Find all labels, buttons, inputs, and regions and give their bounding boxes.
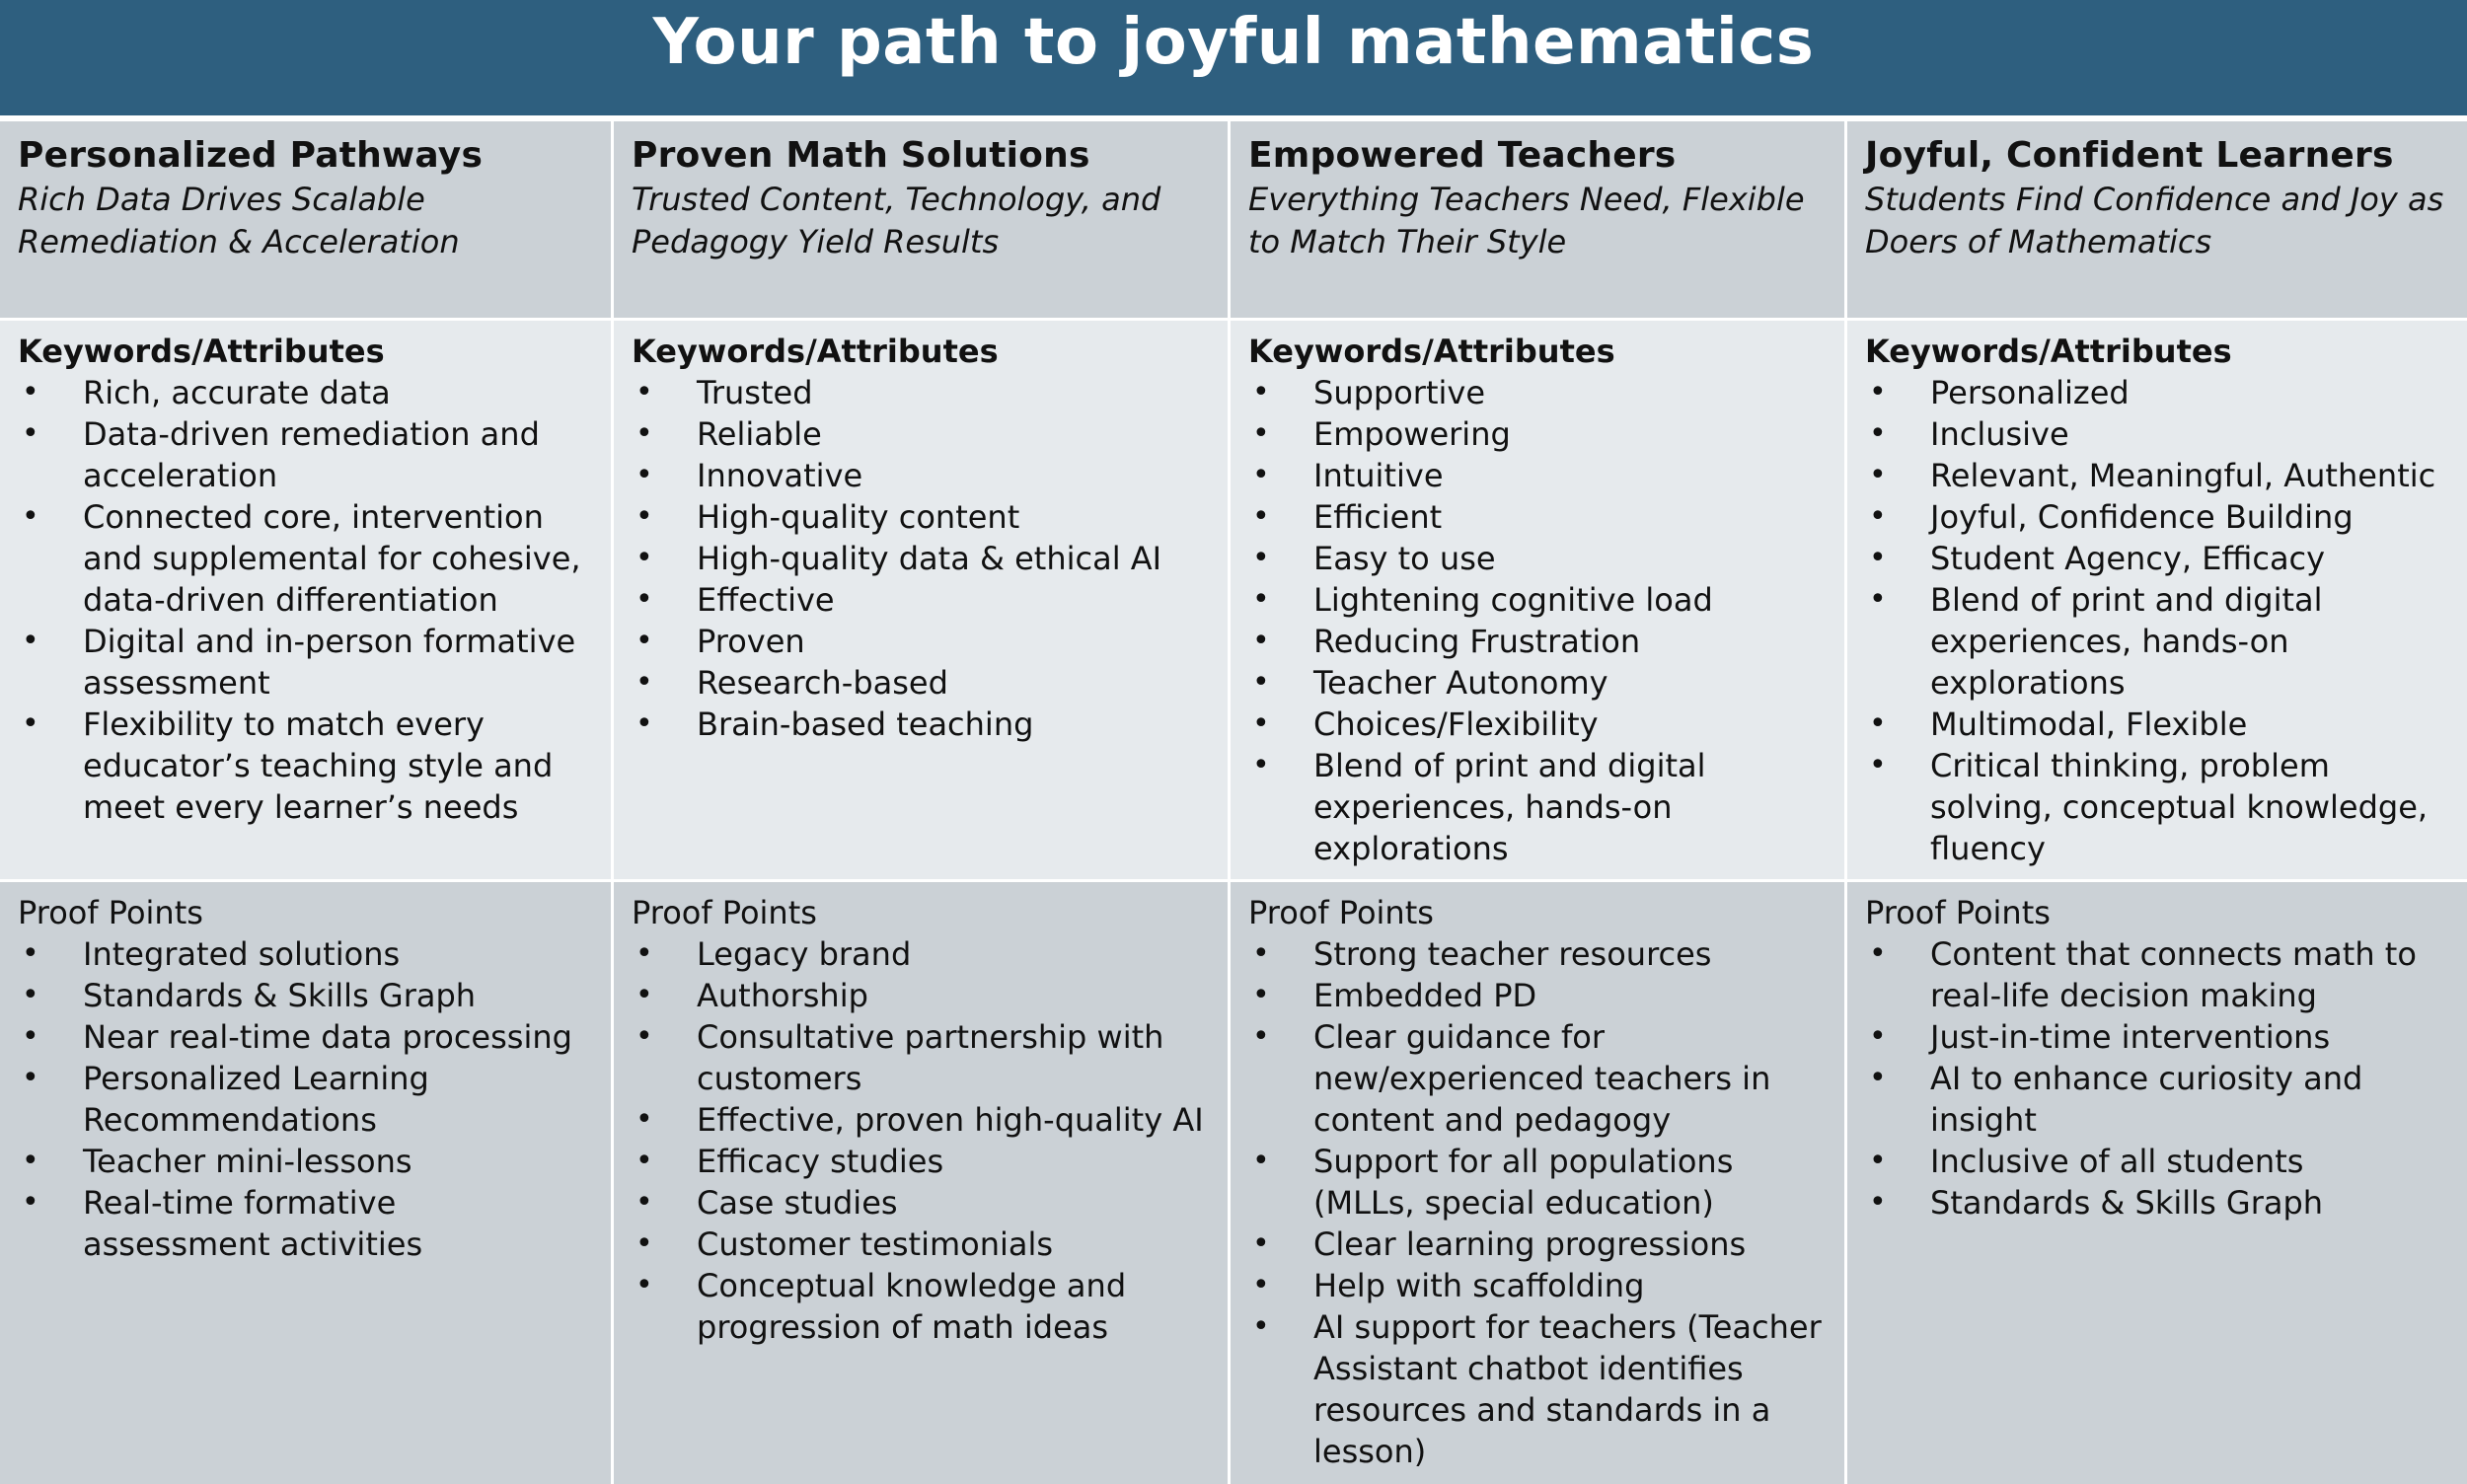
list-item <box>632 1182 1210 1224</box>
list-item-text: Proven <box>697 623 805 660</box>
bullet-icon: • <box>1252 458 1270 492</box>
list-item-text: Legacy brand <box>697 935 912 973</box>
list-item-text: Standards & Skills Graph <box>83 977 477 1014</box>
keywords-list <box>632 372 1210 745</box>
list-item-text: Empowering <box>1313 415 1511 453</box>
list-item-text: Intuitive <box>1313 457 1444 494</box>
bullet-icon: • <box>22 1144 39 1178</box>
list-item-text: Case studies <box>697 1184 898 1222</box>
bullet-icon: • <box>1869 1144 1887 1178</box>
list-item-text: Integrated solutions <box>83 935 401 973</box>
list-item-text: Joyful, Confidence Building <box>1930 498 2354 536</box>
list-item-text: Brain-based teaching <box>697 705 1034 743</box>
keywords-label: Keywords/Attributes <box>1248 333 1615 370</box>
column-header-proven-math-solutions <box>614 121 1231 321</box>
list-item <box>632 538 1210 579</box>
proof-points-cell-2 <box>1231 882 1847 1484</box>
list-item-text: Real-time formative assessment activities <box>83 1184 423 1263</box>
list-item-text: Inclusive of all students <box>1930 1143 2304 1180</box>
proof-points-list <box>1865 933 2449 1224</box>
list-item <box>1248 1224 1827 1265</box>
list-item-text: Trusted <box>697 374 813 411</box>
bullet-icon: • <box>1869 748 1887 782</box>
bullet-icon: • <box>635 541 653 575</box>
list-item <box>632 975 1210 1016</box>
list-item-text: Support for all populations (MLLs, special education) <box>1313 1143 1734 1222</box>
list-item <box>18 1141 593 1182</box>
list-item <box>632 1141 1210 1182</box>
list-item <box>1248 933 1827 975</box>
bullet-icon: • <box>1252 1268 1270 1302</box>
keywords-label: Keywords/Attributes <box>18 333 385 370</box>
list-item-text: Relevant, Meaningful, Authentic <box>1930 457 2436 494</box>
list-item-text: Student Agency, Efficacy <box>1930 540 2326 577</box>
keywords-list <box>1865 372 2449 869</box>
column-subtitle: Trusted Content, Technology, and Pedagogy Yield Results <box>632 181 1161 260</box>
list-item <box>1248 704 1827 745</box>
list-item <box>632 579 1210 621</box>
bullet-icon: • <box>1869 706 1887 741</box>
list-item <box>18 933 593 975</box>
list-item-text: High-quality data & ethical AI <box>697 540 1162 577</box>
bullet-icon: • <box>635 624 653 658</box>
list-item <box>18 372 593 413</box>
list-item <box>1865 1016 2449 1058</box>
bullet-icon: • <box>1252 748 1270 782</box>
list-item-text: Consultative partnership with customers <box>697 1018 1164 1097</box>
list-item <box>632 413 1210 455</box>
list-item-text: Research-based <box>697 664 948 702</box>
list-item <box>632 1099 1210 1141</box>
bullet-icon: • <box>1252 499 1270 534</box>
list-item <box>1248 1141 1827 1224</box>
keywords-cell-0 <box>0 321 614 882</box>
list-item <box>18 1016 593 1058</box>
list-item <box>632 704 1210 745</box>
bullet-icon: • <box>1869 582 1887 617</box>
bullet-icon: • <box>1869 1019 1887 1054</box>
proof-points-list <box>1248 933 1827 1472</box>
list-item-text: Teacher Autonomy <box>1313 664 1608 702</box>
list-item <box>1248 1016 1827 1141</box>
keywords-cell-3 <box>1847 321 2467 882</box>
list-item-text: Effective, proven high-quality AI <box>697 1101 1204 1139</box>
list-item-text: Digital and in-person formative assessment <box>83 623 576 702</box>
list-item-text: Personalized <box>1930 374 2130 411</box>
list-item-text: AI to enhance curiosity and insight <box>1930 1060 2363 1139</box>
bullet-icon: • <box>22 499 39 534</box>
proof-points-label: Proof Points <box>632 894 817 931</box>
keywords-list <box>1248 372 1827 869</box>
bullet-icon: • <box>635 665 653 700</box>
bullet-icon: • <box>1869 936 1887 971</box>
bullet-icon: • <box>1252 416 1270 451</box>
column-title: Joyful, Confident Learners <box>1865 135 2394 176</box>
column-subtitle: Everything Teachers Need, Flexible to Match Their Style <box>1248 181 1805 260</box>
bullet-icon: • <box>22 1061 39 1095</box>
proof-points-cell-3 <box>1847 882 2467 1484</box>
pillars-table <box>0 121 2467 1484</box>
list-item <box>1865 933 2449 1016</box>
list-item-text: Efficient <box>1313 498 1443 536</box>
bullet-icon: • <box>1869 458 1887 492</box>
bullet-icon: • <box>1252 1309 1270 1344</box>
bullet-icon: • <box>635 1144 653 1178</box>
bullet-icon: • <box>635 1226 653 1261</box>
list-item <box>18 413 593 496</box>
list-item-text: Just-in-time interventions <box>1930 1018 2331 1056</box>
list-item-text: Reliable <box>697 415 822 453</box>
list-item-text: Reducing Frustration <box>1313 623 1641 660</box>
bullet-icon: • <box>1252 665 1270 700</box>
list-item <box>632 1224 1210 1265</box>
keywords-cell-2 <box>1231 321 1847 882</box>
list-item <box>18 621 593 704</box>
list-item <box>18 1058 593 1141</box>
list-item <box>1248 496 1827 538</box>
keywords-cell-1 <box>614 321 1231 882</box>
list-item-text: Multimodal, Flexible <box>1930 705 2248 743</box>
list-item <box>1248 372 1827 413</box>
list-item <box>1865 1141 2449 1182</box>
list-item-text: Personalized Learning Recommendations <box>83 1060 429 1139</box>
bullet-icon: • <box>1869 541 1887 575</box>
list-item <box>1865 538 2449 579</box>
list-item <box>1865 455 2449 496</box>
list-item <box>1248 745 1827 869</box>
bullet-icon: • <box>1252 375 1270 409</box>
bullet-icon: • <box>1252 936 1270 971</box>
list-item-text: Clear guidance for new/experienced teachers in content and pedagogy <box>1313 1018 1771 1139</box>
bullet-icon: • <box>22 978 39 1012</box>
list-item <box>1248 413 1827 455</box>
proof-points-cell-0 <box>0 882 614 1484</box>
list-item <box>632 496 1210 538</box>
list-item <box>1865 1058 2449 1141</box>
list-item-text: Strong teacher resources <box>1313 935 1712 973</box>
list-item <box>632 372 1210 413</box>
bullet-icon: • <box>1869 499 1887 534</box>
list-item-text: Inclusive <box>1930 415 2069 453</box>
bullet-icon: • <box>635 458 653 492</box>
list-item <box>1865 496 2449 538</box>
list-item <box>632 1016 1210 1099</box>
list-item-text: Clear learning progressions <box>1313 1225 1747 1263</box>
list-item <box>1248 1306 1827 1472</box>
list-item <box>1248 975 1827 1016</box>
bullet-icon: • <box>22 706 39 741</box>
bullet-icon: • <box>635 1185 653 1220</box>
proof-points-list <box>632 933 1210 1348</box>
list-item <box>1865 372 2449 413</box>
bullet-icon: • <box>635 1268 653 1302</box>
column-title: Proven Math Solutions <box>632 135 1090 176</box>
list-item-text: Blend of print and digital experiences, hands-on explorations <box>1313 747 1706 867</box>
bullet-icon: • <box>1252 1144 1270 1178</box>
keywords-label: Keywords/Attributes <box>1865 333 2232 370</box>
list-item <box>18 1182 593 1265</box>
list-item-text: Effective <box>697 581 835 619</box>
list-item <box>632 1265 1210 1348</box>
bullet-icon: • <box>635 375 653 409</box>
list-item-text: Conceptual knowledge and progression of math ideas <box>697 1267 1127 1346</box>
bullet-icon: • <box>22 624 39 658</box>
proof-points-list <box>18 933 593 1265</box>
list-item-text: Blend of print and digital experiences, hands-on explorations <box>1930 581 2323 702</box>
list-item <box>1248 621 1827 662</box>
list-item <box>1248 455 1827 496</box>
list-item-text: Rich, accurate data <box>83 374 391 411</box>
list-item-text: Supportive <box>1313 374 1486 411</box>
keywords-list <box>18 372 593 828</box>
column-header-personalized-pathways <box>0 121 614 321</box>
bullet-icon: • <box>635 1102 653 1137</box>
list-item <box>1248 579 1827 621</box>
bullet-icon: • <box>635 1019 653 1054</box>
bullet-icon: • <box>635 978 653 1012</box>
column-title: Empowered Teachers <box>1248 135 1677 176</box>
bullet-icon: • <box>1252 1019 1270 1054</box>
list-item-text: Help with scaffolding <box>1313 1267 1645 1304</box>
list-item <box>632 933 1210 975</box>
list-item <box>1865 413 2449 455</box>
list-item-text: Lightening cognitive load <box>1313 581 1713 619</box>
bullet-icon: • <box>635 582 653 617</box>
list-item-text: Efficacy studies <box>697 1143 944 1180</box>
list-item <box>1865 579 2449 704</box>
bullet-icon: • <box>1869 416 1887 451</box>
bullet-icon: • <box>1869 375 1887 409</box>
list-item <box>18 704 593 828</box>
list-item-text: Content that connects math to real-life decision making <box>1930 935 2417 1014</box>
list-item <box>1248 1265 1827 1306</box>
bullet-icon: • <box>1252 706 1270 741</box>
bullet-icon: • <box>635 706 653 741</box>
bullet-icon: • <box>1252 978 1270 1012</box>
proof-points-label: Proof Points <box>1248 894 1434 931</box>
column-title: Personalized Pathways <box>18 135 484 176</box>
list-item-text: Connected core, intervention and supplemental for cohesive, data-driven differentiation <box>83 498 581 619</box>
bullet-icon: • <box>22 416 39 451</box>
list-item <box>632 621 1210 662</box>
page-title: Your path to joyful mathematics <box>652 5 1815 79</box>
list-item-text: Standards & Skills Graph <box>1930 1184 2324 1222</box>
bullet-icon: • <box>1869 1185 1887 1220</box>
list-item-text: High-quality content <box>697 498 1020 536</box>
list-item <box>18 975 593 1016</box>
list-item <box>1865 745 2449 869</box>
column-subtitle: Students Find Confidence and Joy as Doers of Mathematics <box>1865 181 2444 260</box>
list-item-text: Customer testimonials <box>697 1225 1054 1263</box>
list-item <box>632 455 1210 496</box>
proof-points-cell-1 <box>614 882 1231 1484</box>
list-item-text: Teacher mini-lessons <box>83 1143 412 1180</box>
bullet-icon: • <box>635 499 653 534</box>
list-item-text: Easy to use <box>1313 540 1496 577</box>
column-header-empowered-teachers <box>1231 121 1847 321</box>
list-item <box>1248 662 1827 704</box>
bullet-icon: • <box>22 375 39 409</box>
bullet-icon: • <box>1252 1226 1270 1261</box>
bullet-icon: • <box>1252 541 1270 575</box>
bullet-icon: • <box>1252 582 1270 617</box>
list-item-text: Data-driven remediation and acceleration <box>83 415 540 494</box>
list-item-text: Near real-time data processing <box>83 1018 572 1056</box>
bullet-icon: • <box>22 1185 39 1220</box>
column-subtitle: Rich Data Drives Scalable Remediation & Acceleration <box>18 181 460 260</box>
list-item <box>1248 538 1827 579</box>
list-item-text: AI support for teachers (Teacher Assistant chatbot identifies resources and standards in a lesson) <box>1313 1308 1822 1470</box>
bullet-icon: • <box>635 936 653 971</box>
bullet-icon: • <box>1869 1061 1887 1095</box>
column-header-joyful-confident-learners <box>1847 121 2467 321</box>
bullet-icon: • <box>22 936 39 971</box>
list-item <box>1865 1182 2449 1224</box>
list-item <box>18 496 593 621</box>
bullet-icon: • <box>1252 624 1270 658</box>
list-item-text: Flexibility to match every educator’s teaching style and meet every learner’s needs <box>83 705 554 826</box>
list-item-text: Innovative <box>697 457 863 494</box>
list-item-text: Authorship <box>697 977 868 1014</box>
list-item-text: Choices/Flexibility <box>1313 705 1599 743</box>
list-item <box>1865 704 2449 745</box>
bullet-icon: • <box>22 1019 39 1054</box>
list-item-text: Critical thinking, problem solving, conceptual knowledge, fluency <box>1930 747 2429 867</box>
keywords-label: Keywords/Attributes <box>632 333 999 370</box>
bullet-icon: • <box>635 416 653 451</box>
proof-points-label: Proof Points <box>1865 894 2051 931</box>
list-item <box>632 662 1210 704</box>
list-item-text: Embedded PD <box>1313 977 1537 1014</box>
proof-points-label: Proof Points <box>18 894 203 931</box>
title-bar <box>0 0 2467 115</box>
